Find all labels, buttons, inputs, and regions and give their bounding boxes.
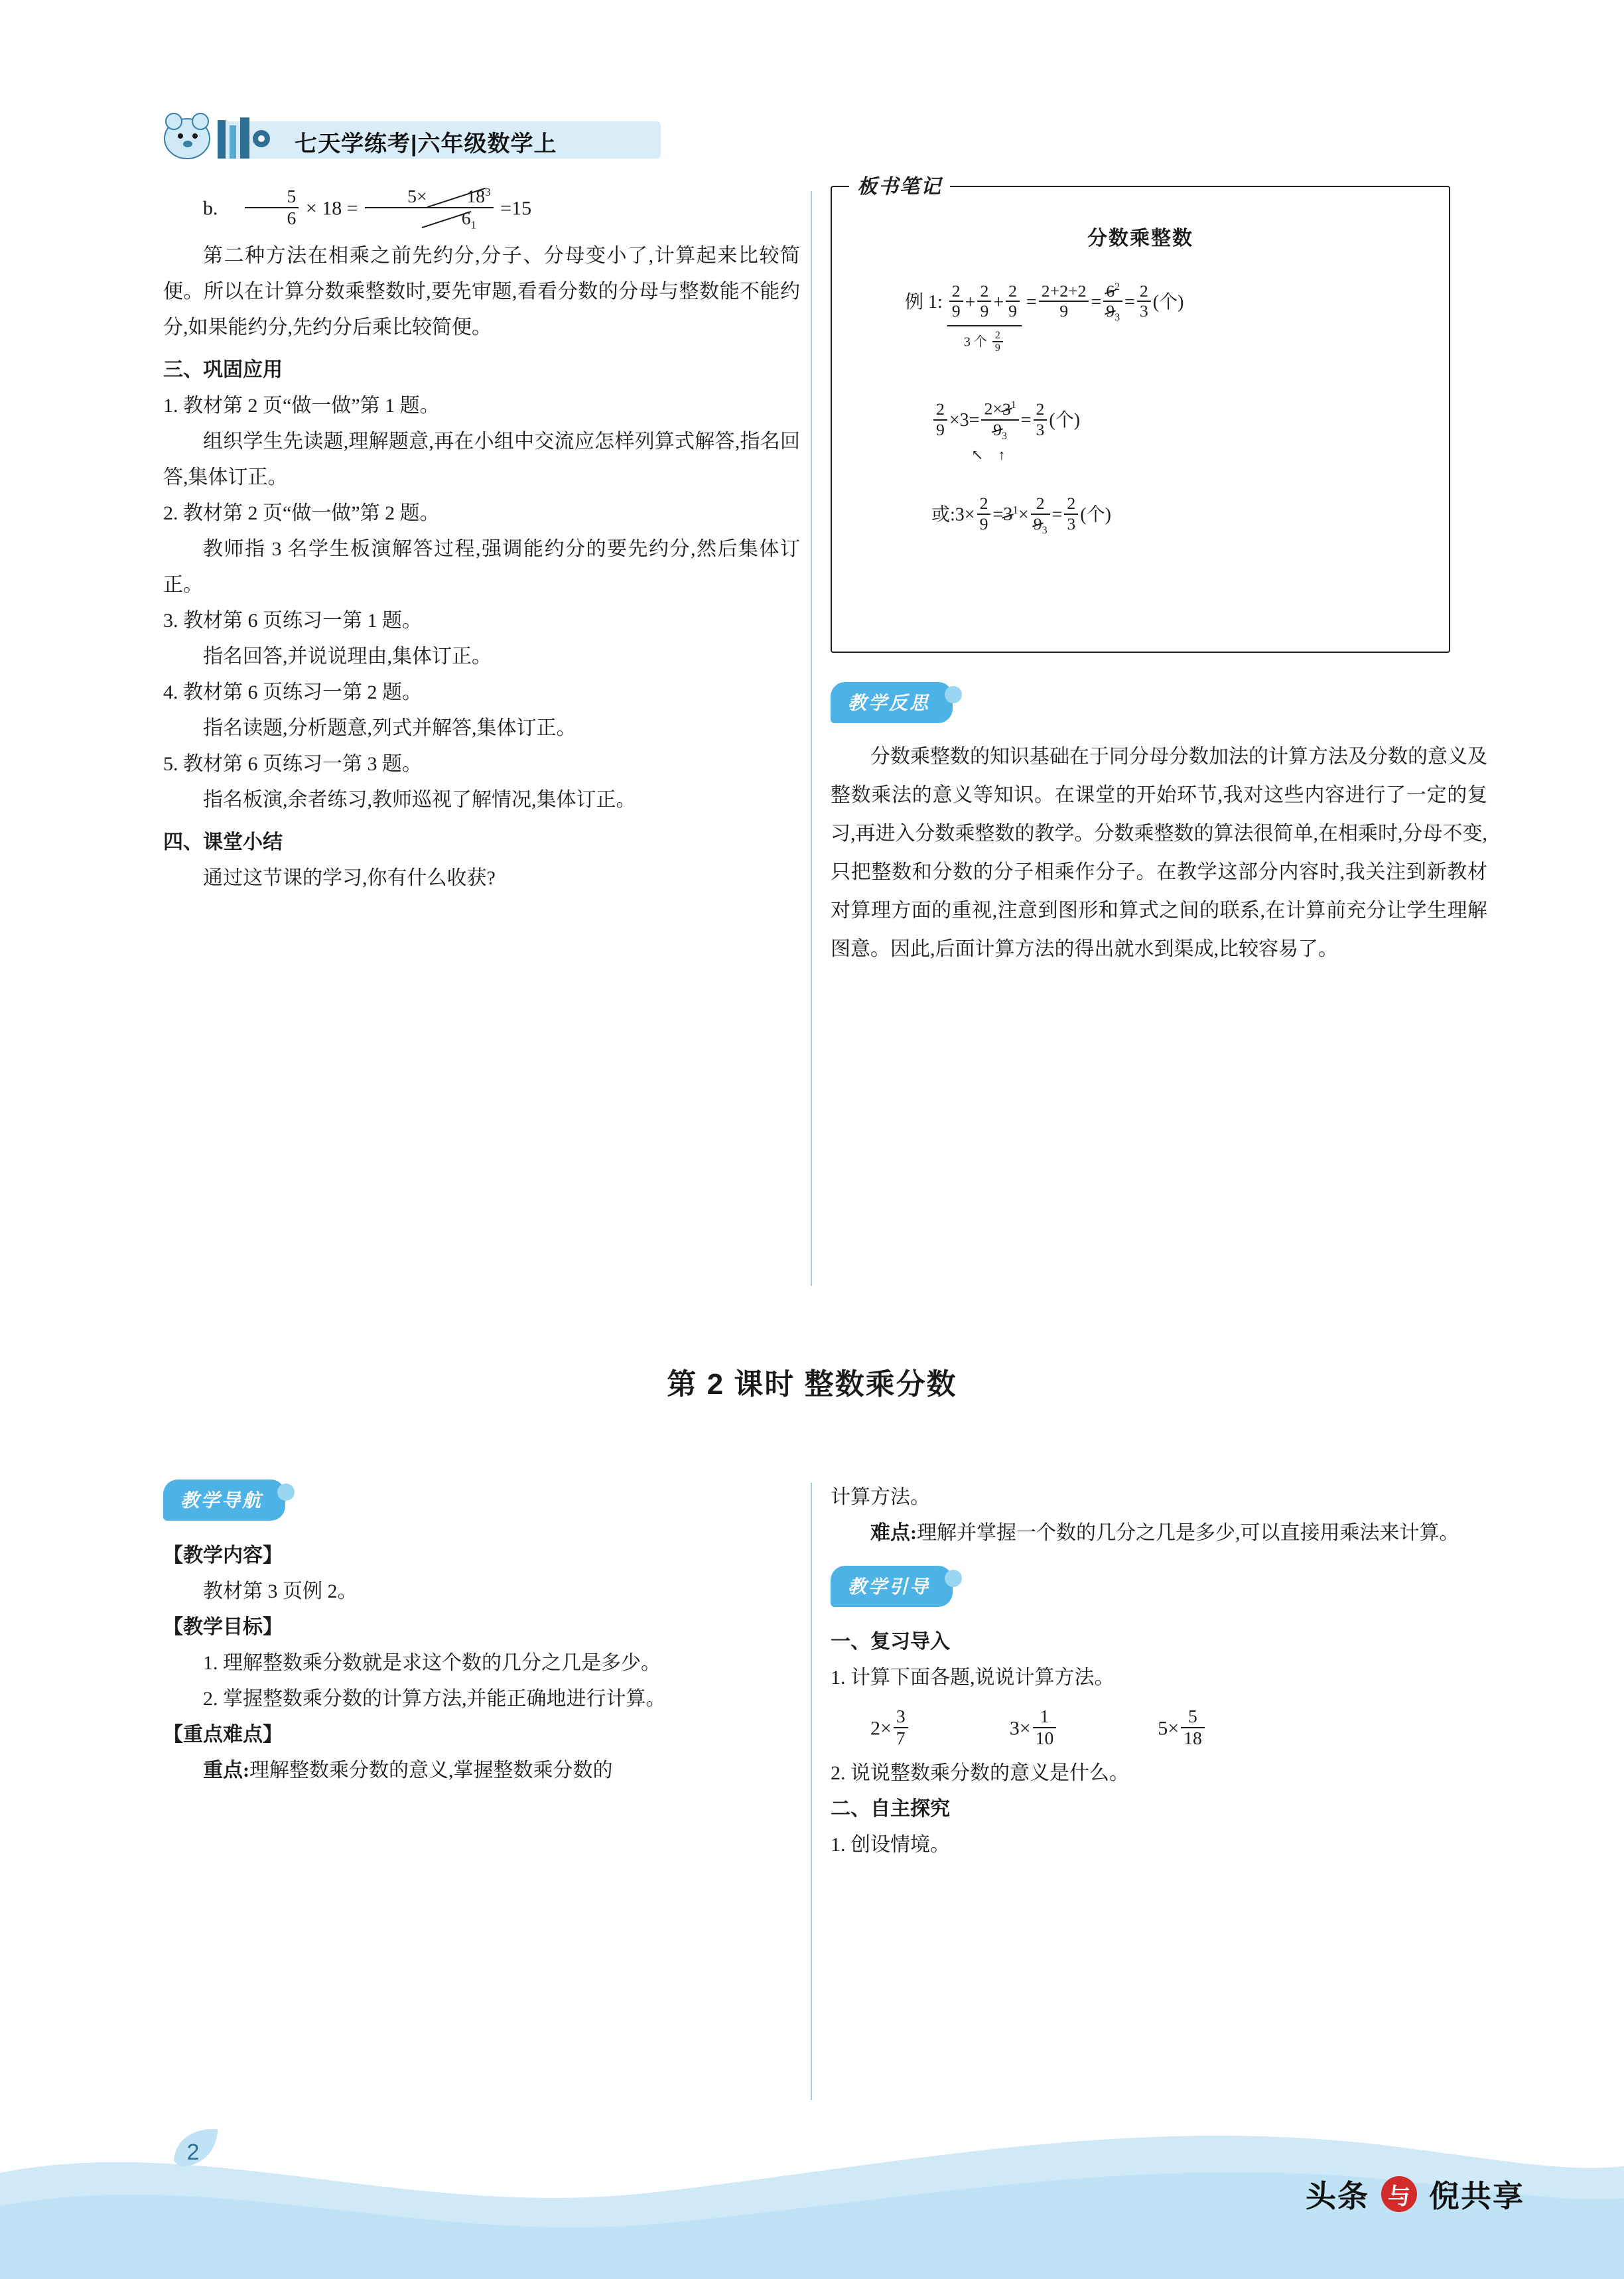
key-point-text: 重点:理解整数乘分数的意义,掌握整数乘分数的	[203, 1760, 613, 1781]
teaching-goal-2: 2. 掌握整数乘分数的计算方法,并能正确地进行计算。	[203, 1688, 666, 1710]
cartoon-bear-mascot-icon	[157, 104, 276, 168]
explore-heading: 二、自主探究	[831, 1797, 950, 1820]
watermark	[1306, 2172, 1524, 2216]
teaching-goals-heading: 【教学目标】	[163, 1616, 283, 1638]
teaching-content-text: 教材第 3 页例 2。	[203, 1580, 358, 1602]
teaching-reflection-tag: 教学反思	[831, 682, 953, 723]
teaching-guide-tag: 教学导航	[163, 1480, 285, 1521]
fraction-cancelled: $\frac{5\times 18^3}{6_1}$	[365, 186, 494, 232]
list-item-5-title: 5. 教材第 6 页练习一第 3 题。	[163, 752, 422, 775]
watermark-text: 倪共享	[1429, 2179, 1524, 2213]
key-point-continuation: 计算方法。	[831, 1486, 930, 1508]
column-divider	[811, 191, 812, 1286]
note-formula-1: 例 1: $\frac{2}{9}$ + $\frac{2}{9}$ + $\frac{2}{9}$ 3 个 $\frac{2}{9}$ = $\frac{2+2+2}{9}$ = $\frac{6^2}{9_3}$ = $\frac{2}{3}$ (个)	[905, 281, 1184, 354]
list-item-2-detail: 教师指 3 名学生板演解答过程,强调能约分的要先约分,然后集体订正。	[163, 537, 800, 596]
page-header	[157, 116, 661, 164]
list-item-5-detail: 指名板演,余者练习,教师巡视了解情况,集体订正。	[203, 788, 636, 811]
review-item-2: 2. 说说整数乘分数的意义是什么。	[831, 1761, 1129, 1784]
note-brace-label: 3 个 $\frac{2}{9}$	[964, 330, 1005, 355]
blackboard-note-label: 板书笔记	[849, 170, 950, 199]
review-intro-heading: 一、复习导入	[831, 1631, 950, 1653]
section-title-3: 三、巩固应用	[163, 358, 283, 381]
page-number: 2	[166, 2120, 226, 2179]
note-arrow-marks: ↖ ↑	[971, 446, 1006, 463]
lesson-2-title: 第 2 课时 整数乘分数	[667, 1368, 957, 1401]
section-4-text: 通过这节课的学习,你有什么收获?	[203, 866, 496, 889]
exercise-2: 3× $\frac{1}{10}$	[1010, 1706, 1059, 1749]
formula-b-row	[163, 186, 800, 232]
section-title-4: 四、课堂小结	[163, 831, 283, 853]
explore-item-1: 1. 创设情境。	[831, 1833, 950, 1856]
watermark-logo: 头条	[1306, 2179, 1369, 2213]
lesson2-left-column	[163, 1480, 800, 1789]
difficulty-text: 难点:理解并掌握一个数的几分之几是多少,可以直接用乘法来计算。	[870, 1522, 1459, 1544]
teaching-reflection-text: 分数乘整数的知识基础在于同分母分数加法的计算方法及分数的意义及整数乘法的意义等知识。在课堂的开始环节,我对这些内容进行了一定的复习,再进入分数乘整数的教学。分数乘整数的算法很简单,在相乘时,分母不变,只把整数和分数的分子相乘作分子。在教学这部分内容时,我关注到新教材对算理方面的重视,注意到图形和算式之间的联系,在计算前充分让学生理解图意。因此,后面计算方法的得出就水到渠成,比较容易了。	[831, 746, 1487, 960]
list-item-3-detail: 指名回答,并说说理由,集体订正。	[203, 645, 492, 667]
teaching-goal-1: 1. 理解整数乘分数就是求这个数的几分之几是多少。	[203, 1652, 661, 1674]
formula-b-label: b.	[203, 197, 218, 220]
teaching-lead-tag: 教学引导	[831, 1566, 953, 1607]
fraction-5-6: $\frac{5}{6}$	[245, 186, 299, 229]
page-title: 七天学练考|六年级数学上	[295, 131, 557, 157]
integer-18: 18	[322, 197, 342, 220]
teaching-content-heading: 【教学内容】	[163, 1545, 283, 1566]
list-item-4-title: 4. 教材第 6 页练习一第 2 题。	[163, 681, 422, 703]
list-item-1-detail: 组织学生先读题,理解题意,再在小组中交流应怎样列算式解答,指名回答,集体订正。	[163, 430, 800, 488]
blackboard-note-title: 分数乘整数	[1087, 228, 1193, 249]
times-sign: ×	[305, 197, 317, 220]
right-column	[831, 176, 1487, 969]
lesson2-right-column	[831, 1480, 1487, 1863]
exercise-row	[870, 1706, 1487, 1749]
formula-b-result: =15	[500, 197, 532, 220]
column-divider-2	[811, 1483, 812, 2100]
exercise-3: 5× $\frac{5}{18}$	[1158, 1706, 1207, 1749]
note-formula-3: 或:3× $\frac{2}{9}$ $=3^1\times$ $\frac{2}{9_3}$ = $\frac{2}{3}$ (个)	[931, 493, 1111, 536]
watermark-circle-icon: 与	[1381, 2176, 1417, 2212]
review-item-1: 1. 计算下面各题,说说计算方法。	[831, 1667, 1115, 1689]
blackboard-note-box	[831, 176, 1450, 653]
list-item-4-detail: 指名读题,分析题意,列式并解答,集体订正。	[203, 717, 576, 739]
list-item-1-title: 1. 教材第 2 页“做一做”第 1 题。	[163, 394, 440, 417]
note-formula-2: $\frac{2}{9}$ ×3= $\frac{2\times 3^1}{9_3}$ = $\frac{2}{3}$ (个)	[931, 399, 1449, 442]
left-column	[163, 186, 800, 896]
list-item-2-title: 2. 教材第 2 页“做一做”第 2 题。	[163, 502, 440, 524]
key-difficulty-heading: 【重点难点】	[163, 1724, 283, 1746]
paragraph-method-compare: 第二种方法在相乘之前先约分,分子、分母变小了,计算起来比较简便。所以在计算分数乘整数时,要先审题,看看分数的分母与整数能不能约分,如果能约分,先约分后乘比较简便。	[163, 244, 800, 338]
equals-sign-1: =	[346, 197, 358, 220]
list-item-3-title: 3. 教材第 6 页练习一第 1 题。	[163, 609, 422, 632]
exercise-1: 2× $\frac{3}{7}$	[870, 1706, 910, 1749]
